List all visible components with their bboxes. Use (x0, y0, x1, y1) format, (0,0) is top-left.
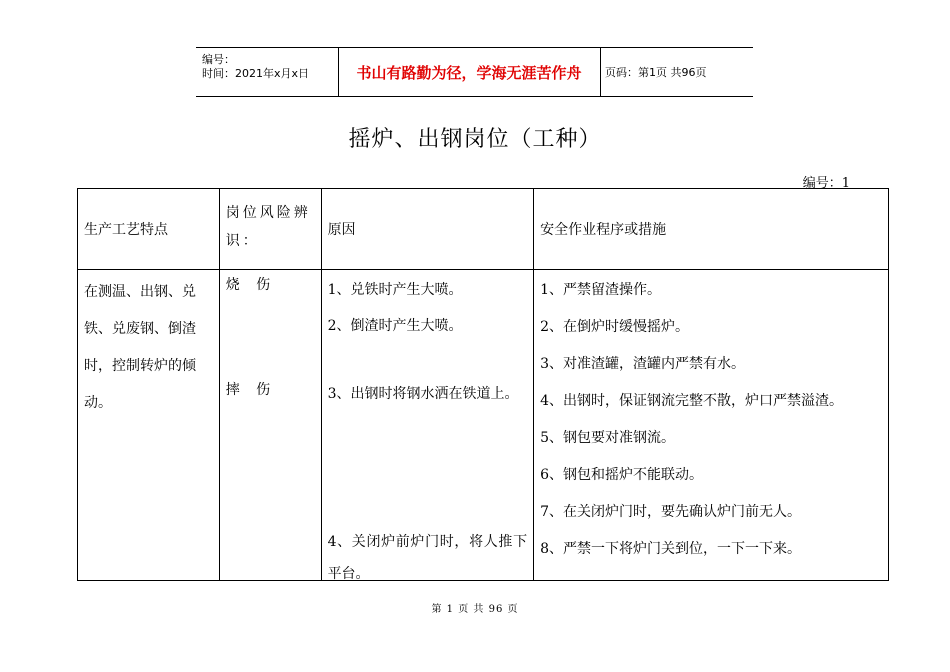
process-line: 动。 (84, 395, 112, 411)
risk-item: 烧 伤 (225, 277, 277, 293)
cause-item: 3、出钢时将钢水洒在铁道上。 (327, 386, 519, 402)
header-time-label: 时间：2021年x月x日 (202, 67, 310, 80)
header-process: 生产工艺特点 (78, 189, 220, 270)
header-info (196, 48, 339, 96)
header-cause: 原因 (321, 189, 534, 270)
page-footer: 第 1 页 共 96 页 (431, 604, 519, 615)
document-number: 编号：1 (802, 176, 850, 191)
measures-cell (534, 270, 889, 581)
measure-item: 2、在倒炉时缓慢摇炉。 (540, 319, 689, 335)
cause-cell (321, 270, 534, 581)
cause-item: 1、兑铁时产生大喷。 (327, 282, 463, 298)
process-cell (78, 270, 220, 581)
header-page-label: 页码：第1页 共96页 (605, 66, 707, 79)
safety-table (77, 188, 889, 581)
measure-item: 8、严禁一下将炉门关到位，一下一下来。 (540, 541, 801, 557)
page-header (196, 47, 753, 97)
measure-item: 6、钢包和摇炉不能联动。 (540, 467, 703, 483)
process-line: 时，控制转炉的倾 (84, 358, 196, 374)
measure-item: 1、严禁留渣操作。 (540, 282, 661, 298)
measure-item: 7、在关闭炉门时，要先确认炉门前无人。 (540, 504, 801, 520)
measure-item: 4、出钢时，保证钢流完整不散，炉口严禁溢渣。 (540, 393, 843, 409)
header-motto: 书山有路勤为径，学海无涯苦作舟 (338, 48, 601, 96)
table-row (78, 270, 889, 581)
measure-item: 3、对准渣罐，渣罐内严禁有水。 (540, 356, 745, 372)
header-number-label: 编号： (202, 53, 235, 66)
header-risk: 岗位风险辨识： (219, 189, 321, 270)
process-line: 在测温、出钢、兑 (84, 284, 196, 300)
header-measures: 安全作业程序或措施 (534, 189, 889, 270)
risk-item: 摔 伤 (225, 382, 277, 398)
process-line: 铁、兑废钢、倒渣 (84, 321, 196, 337)
cause-item: 2、倒渣时产生大喷。 (327, 318, 463, 334)
cause-item: 4、关闭炉前炉门时，将人推下平台。 (327, 534, 528, 582)
measure-item: 5、钢包要对准钢流。 (540, 430, 675, 446)
risk-cell (219, 270, 321, 581)
document-title: 摇炉、出钢岗位（工种） (348, 127, 602, 152)
table-header-row (78, 189, 889, 270)
